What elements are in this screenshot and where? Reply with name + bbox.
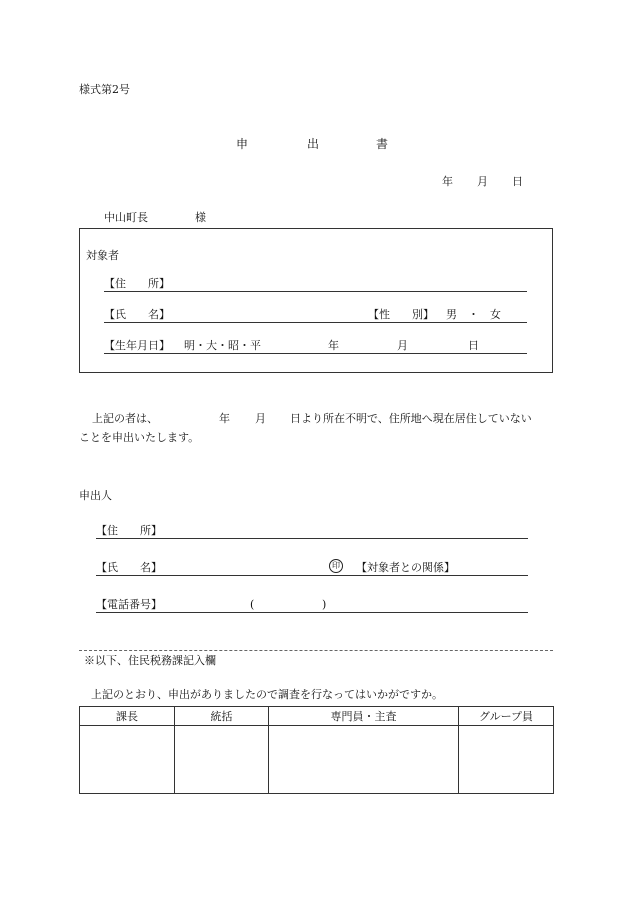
statement-line2: ことを申出いたします。	[79, 431, 200, 444]
subject-address-line	[104, 291, 527, 292]
approval-header-row	[80, 707, 554, 726]
approval-stamp-row	[80, 726, 554, 794]
seal-mark: 印	[329, 559, 343, 573]
title-char-1: 申	[236, 137, 249, 151]
approval-table	[79, 706, 554, 794]
statement-year: 年	[219, 412, 230, 425]
subject-birth-eras: 明・大・昭・平	[184, 339, 261, 352]
title-char-2: 出	[307, 137, 320, 151]
phone-paren-close: )	[322, 598, 327, 611]
applicant-phone-label: 【電話番号】	[96, 598, 162, 611]
addressee-name: 中山町長	[104, 211, 148, 224]
date-year: 年	[442, 175, 453, 188]
applicant-name-label: 【氏 名】	[96, 561, 162, 574]
stamp-cell-section-chief[interactable]	[80, 726, 175, 794]
subject-gender-label: 【性 別】	[368, 308, 434, 321]
col-specialist: 専門員・主査	[269, 707, 459, 726]
title-char-3: 書	[376, 137, 389, 151]
subject-address-label: 【住 所】	[104, 277, 170, 290]
subject-birth-year: 年	[328, 339, 339, 352]
subject-birth-month: 月	[397, 339, 408, 352]
applicant-name-line	[96, 575, 528, 576]
stamp-cell-group-member[interactable]	[459, 726, 554, 794]
applicant-relation-label: 【対象者との関係】	[356, 561, 455, 574]
subject-birth-label: 【生年月日】	[104, 339, 170, 352]
stamp-cell-supervisor[interactable]	[175, 726, 269, 794]
subject-name-line	[104, 322, 527, 323]
statement-start: 上記の者は、	[92, 412, 158, 425]
office-note: ※以下、住民税務課記入欄	[84, 654, 216, 667]
col-supervisor: 統括	[175, 707, 269, 726]
col-group-member: グループ員	[459, 707, 554, 726]
subject-birth-line	[104, 353, 527, 354]
date-month: 月	[477, 175, 488, 188]
stamp-cell-specialist[interactable]	[269, 726, 459, 794]
subject-gender-options: 男 ・ 女	[446, 308, 501, 321]
addressee-honorific: 様	[195, 211, 206, 224]
applicant-address-label: 【住 所】	[96, 524, 162, 537]
office-message: 上記のとおり、申出がありましたので調査を行なってはいかがですか。	[91, 688, 443, 701]
subject-heading: 対象者	[86, 249, 119, 262]
cut-line	[79, 650, 553, 651]
subject-birth-day: 日	[468, 339, 479, 352]
statement-end: 日より所在不明で、住所地へ現在居住していない	[290, 412, 532, 425]
statement-month: 月	[255, 412, 266, 425]
col-section-chief: 課長	[80, 707, 175, 726]
phone-paren-open: (	[250, 598, 255, 611]
form-number: 様式第2号	[79, 83, 130, 96]
applicant-phone-line	[96, 612, 528, 613]
subject-name-label: 【氏 名】	[104, 308, 170, 321]
applicant-address-line	[96, 538, 528, 539]
date-day: 日	[512, 175, 523, 188]
applicant-heading: 申出人	[79, 489, 112, 502]
